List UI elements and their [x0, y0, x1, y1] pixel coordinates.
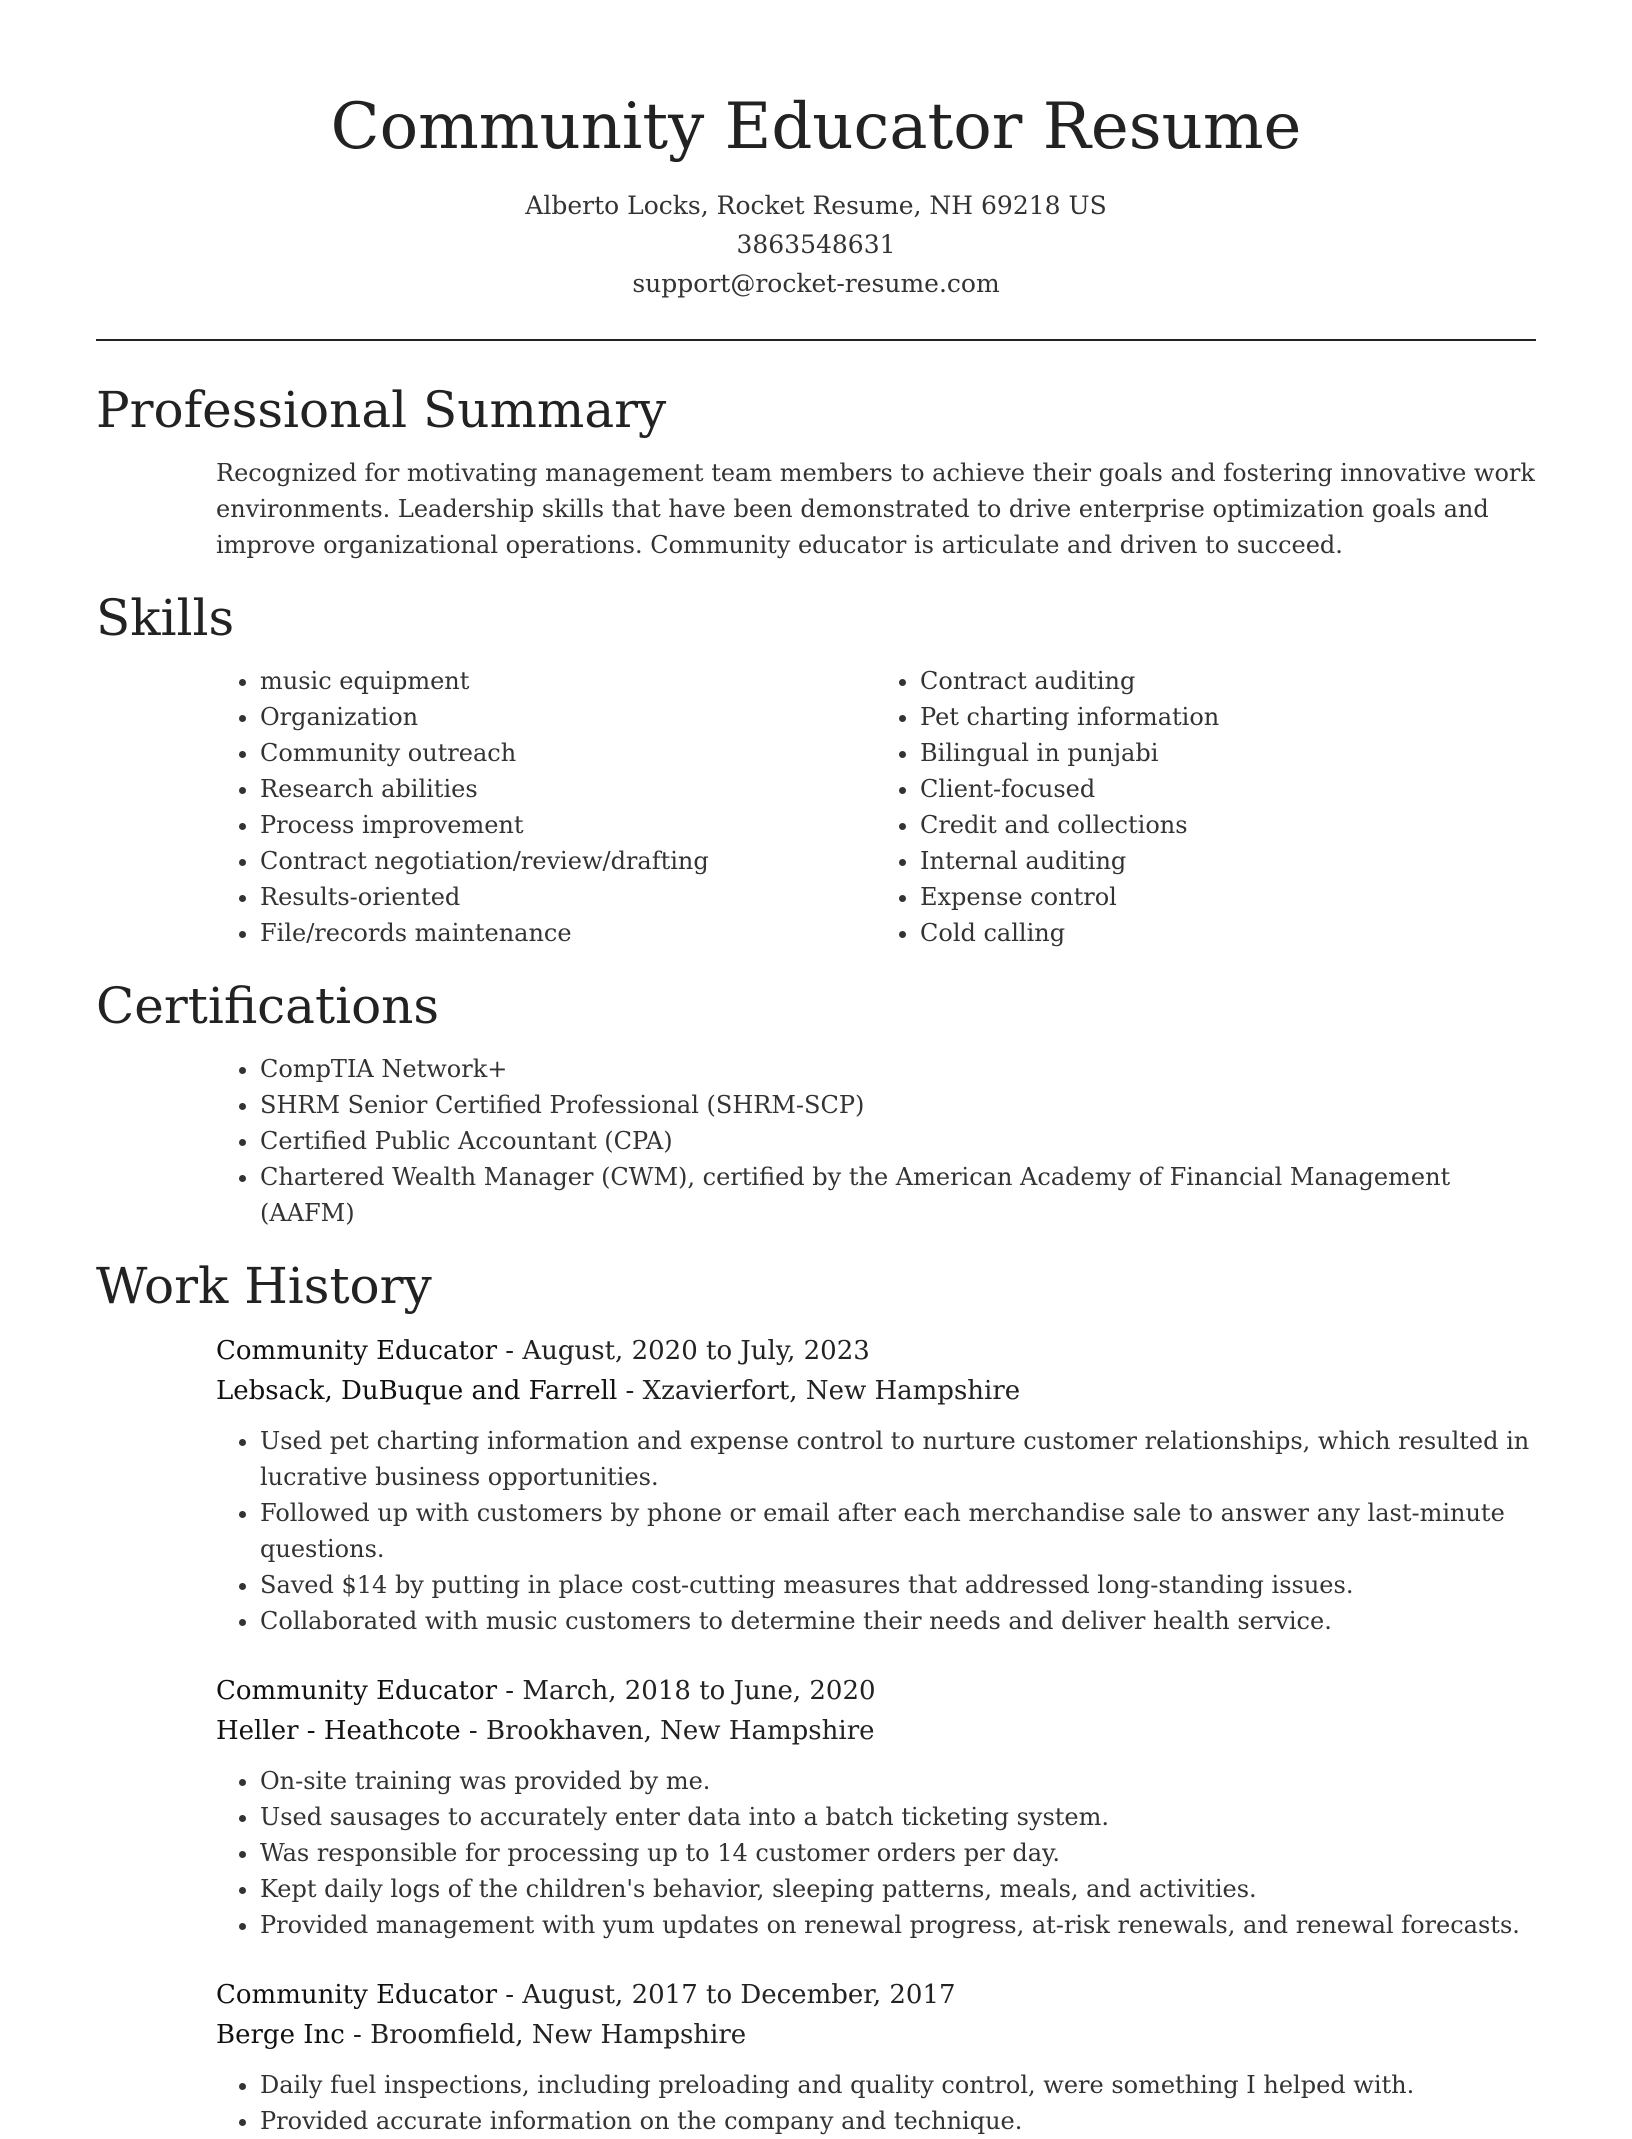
job-title-line: Community Educator - March, 2018 to June, 2020 — [216, 1676, 876, 1706]
job-title: Community Educator — [216, 1980, 498, 2010]
page-title: Community Educator Resume — [330, 90, 1302, 164]
skill-item: • Organization — [260, 699, 876, 735]
certification-item: • SHRM Senior Certified Professional (SHRM-SCP) — [260, 1087, 1536, 1123]
job-title-line: Community Educator - August, 2020 to July, 2023 — [216, 1336, 870, 1366]
certifications-heading: Certifications — [96, 977, 440, 1035]
job-bullet: • On-site training was provided by me. — [260, 1763, 1536, 1799]
contact-address: Alberto Locks, Rocket Resume, NH 69218 US — [525, 191, 1107, 220]
job-company-line: Lebsack, DuBuque and Farrell - Xzavierfort, New Hampshire — [216, 1376, 1021, 1406]
contact-phone: 3863548631 — [736, 230, 896, 259]
job-bullet: • Daily fuel inspections, including preloading and quality control, were something I helped with. — [260, 2067, 1536, 2103]
job-entry — [216, 1331, 1536, 1639]
job-entry — [216, 1975, 1536, 2139]
skill-item: • Results-oriented — [260, 879, 876, 915]
certification-item: • Chartered Wealth Manager (CWM), certified by the American Academy of Financial Management (AAFM) — [260, 1159, 1536, 1231]
skills-heading: Skills — [96, 589, 235, 647]
skills-column-right — [876, 663, 1536, 951]
job-bullets — [216, 1763, 1536, 1943]
job-dates: August, 2017 to December, 2017 — [522, 1980, 956, 2010]
job-title: Community Educator — [216, 1676, 498, 1706]
skill-item: • File/records maintenance — [260, 915, 876, 951]
job-bullet: • Was responsible for processing up to 14 customer orders per day. — [260, 1835, 1536, 1871]
contact-email: support@rocket-resume.com — [632, 269, 1000, 298]
job-bullet: • Used sausages to accurately enter data into a batch ticketing system. — [260, 1799, 1536, 1835]
skill-item: • Bilingual in punjabi — [920, 735, 1536, 771]
job-company: Berge Inc — [216, 2020, 345, 2050]
summary-heading: Professional Summary — [96, 381, 667, 439]
job-bullet: • Provided accurate information on the company and technique. — [260, 2103, 1536, 2139]
skill-item: • Contract negotiation/review/drafting — [260, 843, 876, 879]
job-company-line: Berge Inc - Broomfield, New Hampshire — [216, 2020, 747, 2050]
job-bullet: • Used pet charting information and expense control to nurture customer relationships, which resulted in lucrative business opportunities. — [260, 1423, 1536, 1495]
job-dates: August, 2020 to July, 2023 — [522, 1336, 870, 1366]
skill-item: • Cold calling — [920, 915, 1536, 951]
header-divider — [96, 339, 1536, 341]
certification-item: • Certified Public Accountant (CPA) — [260, 1123, 1536, 1159]
certifications-bullets — [216, 1051, 1536, 1231]
skill-item: • Internal auditing — [920, 843, 1536, 879]
job-location: Broomfield, New Hampshire — [370, 2020, 747, 2050]
job-title-line: Community Educator - August, 2017 to December, 2017 — [216, 1980, 956, 2010]
skill-item: • Credit and collections — [920, 807, 1536, 843]
job-title: Community Educator — [216, 1336, 498, 1366]
job-location: Xzavierfort, New Hampshire — [642, 1376, 1021, 1406]
skill-item: • Process improvement — [260, 807, 876, 843]
skill-item: • Expense control — [920, 879, 1536, 915]
skill-item: • Contract auditing — [920, 663, 1536, 699]
skill-item: • music equipment — [260, 663, 876, 699]
job-bullet: • Provided management with yum updates on renewal progress, at-risk renewals, and renewal forecasts. — [260, 1907, 1536, 1943]
job-company: Heller - Heathcote — [216, 1716, 461, 1746]
skill-item: • Pet charting information — [920, 699, 1536, 735]
job-bullet: • Saved $14 by putting in place cost-cutting measures that addressed long-standing issues. — [260, 1567, 1536, 1603]
resume-header — [0, 0, 1632, 303]
job-bullets — [216, 2067, 1536, 2139]
job-bullet: • Collaborated with music customers to determine their needs and deliver health service. — [260, 1603, 1536, 1639]
contact-info — [0, 186, 1632, 303]
job-bullet: • Kept daily logs of the children's behavior, sleeping patterns, meals, and activities. — [260, 1871, 1536, 1907]
certifications-list — [216, 1051, 1536, 1231]
job-entry — [216, 1671, 1536, 1943]
job-location: Brookhaven, New Hampshire — [485, 1716, 875, 1746]
skill-item: • Research abilities — [260, 771, 876, 807]
summary-text: Recognized for motivating management team members to achieve their goals and fostering innovative work environments. Leadership skills that have been demonstrated to drive enterprise optimization goals and improve organizational operations. Community educator is articulate and driven to succeed. — [216, 459, 1535, 559]
job-bullets — [216, 1423, 1536, 1639]
certification-item: • CompTIA Network+ — [260, 1051, 1536, 1087]
skills-list — [216, 663, 1536, 951]
skills-column-left — [216, 663, 876, 951]
skill-item: • Community outreach — [260, 735, 876, 771]
job-bullet: • Followed up with customers by phone or email after each merchandise sale to answer any last-minute questions. — [260, 1495, 1536, 1567]
work-history-heading: Work History — [96, 1257, 432, 1315]
job-company-line: Heller - Heathcote - Brookhaven, New Hampshire — [216, 1716, 875, 1746]
job-dates: March, 2018 to June, 2020 — [522, 1676, 876, 1706]
skill-item: • Client-focused — [920, 771, 1536, 807]
job-company: Lebsack, DuBuque and Farrell — [216, 1376, 618, 1406]
